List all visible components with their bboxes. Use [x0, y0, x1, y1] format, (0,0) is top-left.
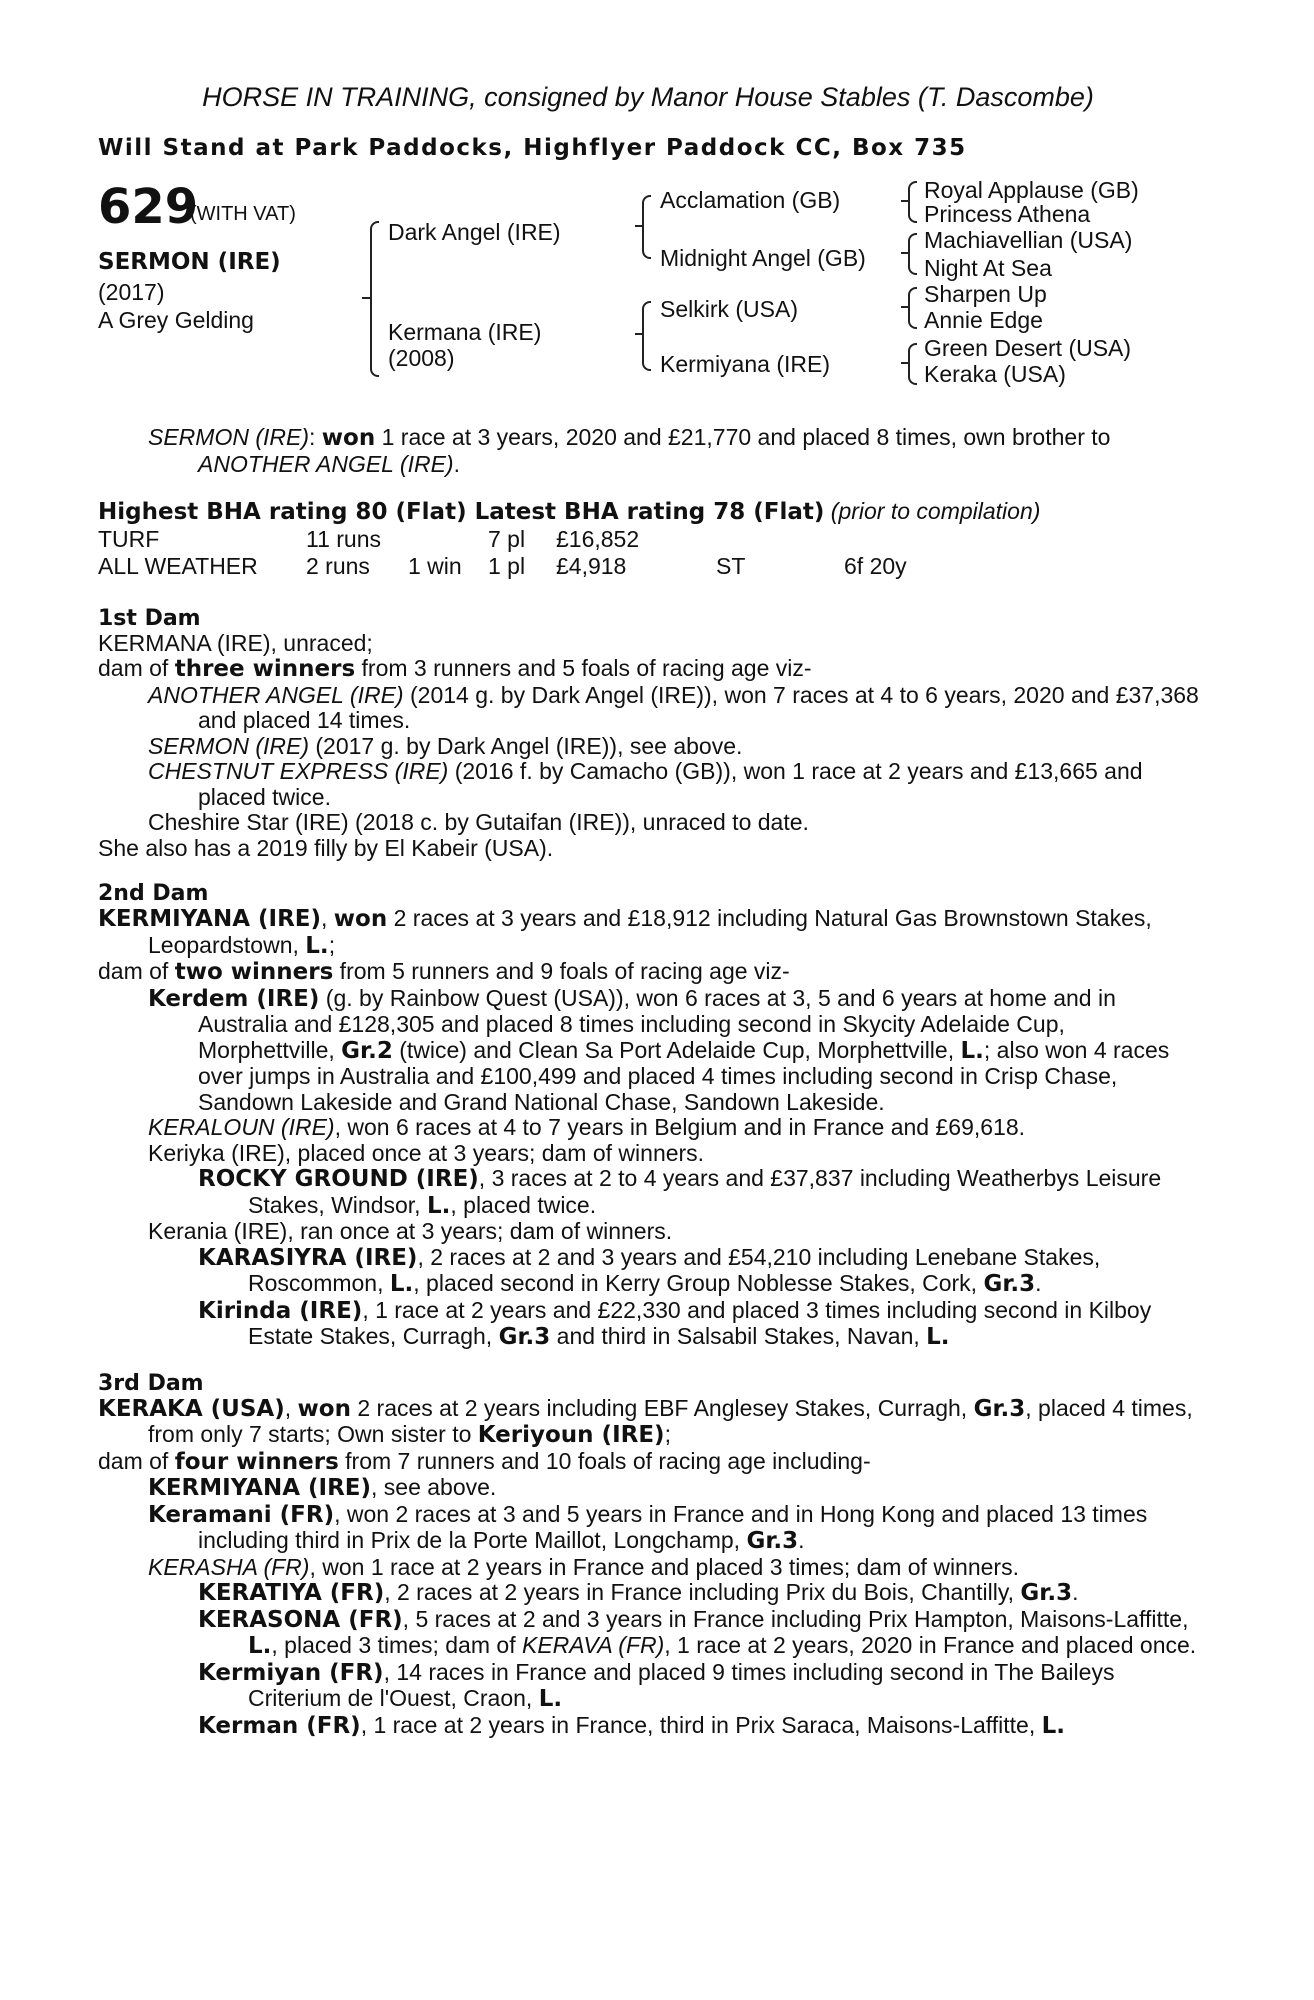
list-item: ANOTHER ANGEL (IRE) (2014 g. by Dark Angel (IRE)), won 7 races at 4 to 6 years, 2020 and £37,368 and placed 14 times.	[148, 681, 1199, 733]
rating-text: Highest BHA rating 80 (Flat) Latest BHA rating 78 (Flat)	[98, 499, 825, 525]
pedigree-brace-tick	[635, 333, 643, 335]
lot-pedigree-block	[98, 177, 1208, 413]
pedigree-brace-tick	[901, 306, 909, 308]
vat-label: (WITH VAT)	[190, 203, 296, 225]
pedigree-brace	[642, 301, 651, 371]
horse-description: A Grey Gelding	[98, 307, 254, 333]
second-dam-line: KERMIYANA (IRE), won 2 races at 3 years and £18,912 including Natural Gas Brownstown Stakes, Leopardstown, L.;	[98, 905, 1152, 959]
runs-cell: 11 runs	[306, 525, 382, 552]
horse-name: SERMON (IRE)	[98, 249, 281, 275]
list-item: Keriyka (IRE), placed once at 3 years; dam of winners.	[148, 1139, 705, 1166]
placed-cell: 7 pl	[488, 525, 526, 552]
bha-rating	[98, 499, 1208, 526]
lot-number: 629	[98, 179, 199, 235]
list-item: CHESTNUT EXPRESS (IRE) (2016 f. by Camacho (GB)), won 1 race at 2 years and £13,665 and placed twice.	[148, 758, 1143, 810]
summary-horse-name: SERMON (IRE)	[148, 424, 309, 450]
sire-sire: Acclamation (GB)	[660, 187, 841, 213]
dam: Kermana (IRE)	[388, 319, 542, 345]
list-item: ROCKY GROUND (IRE), 3 races at 2 to 4 years and £37,837 including Weatherbys Leisure Stakes, Windsor, L., placed twice.	[198, 1165, 1162, 1219]
wins-cell	[408, 526, 488, 553]
sire-dam-sire: Machiavellian (USA)	[924, 227, 1133, 253]
pedigree-brace	[908, 233, 917, 275]
earnings-cell: £4,918	[556, 552, 627, 579]
list-item: KERASHA (FR), won 1 race at 2 years in France and placed 3 times; dam of winners.	[148, 1553, 1019, 1580]
sire-dam-dam: Night At Sea	[924, 255, 1052, 281]
list-item: KERASONA (FR), 5 races at 2 and 3 years in France including Prix Hampton, Maisons-Laffitte, L., placed 3 times; dam of KERAVA (FR), 1 race at 2 years, 2020 in France and placed once.	[198, 1605, 1197, 1659]
table-row	[98, 553, 907, 580]
table-row	[98, 526, 907, 553]
dam-sire: Selkirk (USA)	[660, 296, 799, 322]
second-dam-produce-line: dam of two winners from 5 runners and 9 foals of racing age viz-	[98, 958, 790, 985]
pedigree-brace-tick	[901, 200, 909, 202]
surface-cell: TURF	[98, 525, 160, 552]
list-item: Cheshire Star (IRE) (2018 c. by Gutaifan (IRE)), unraced to date.	[148, 809, 809, 835]
list-item: KERMIYANA (IRE), see above.	[148, 1474, 497, 1501]
pedigree-brace	[642, 195, 651, 259]
list-item: Keramani (FR), won 2 races at 3 and 5 years in France and in Hong Kong and placed 13 times including third in Prix de la Porte Maillot, Longchamp, Gr.3.	[148, 1500, 1148, 1554]
first-dam-note: She also has a 2019 filly by El Kabeir (USA).	[98, 834, 554, 861]
dam-dam-dam: Keraka (USA)	[924, 361, 1066, 387]
going-cell	[716, 526, 844, 553]
list-item: Kirinda (IRE), 1 race at 2 years and £22,330 and placed 3 times including second in Kilboy Estate Stakes, Curragh, Gr.3 and third in Salsabil Stakes, Navan, L.	[198, 1296, 1152, 1350]
list-item: Kerania (IRE), ran once at 3 years; dam of winners.	[148, 1218, 673, 1244]
third-dam-produce-line: dam of four winners from 7 runners and 10 foals of racing age including-	[98, 1447, 871, 1475]
race-summary: SERMON (IRE): won 1 race at 3 years, 2020 and £21,770 and placed 8 times, own brother to ANOTHER ANGEL (IRE).	[148, 424, 1111, 477]
dam-sire-dam: Annie Edge	[924, 307, 1043, 333]
list-item: Kermiyan (FR), 14 races in France and placed 9 times including second in The Baileys Criterium de l'Ouest, Craon, L.	[198, 1658, 1115, 1712]
pedigree-brace	[908, 343, 917, 385]
distance-cell: 6f 20y	[844, 552, 907, 579]
list-item: Kerman (FR), 1 race at 2 years in France, third in Prix Saraca, Maisons-Laffitte, L.	[198, 1711, 1066, 1739]
list-item: Kerdem (IRE) (g. by Rainbow Quest (USA)), won 6 races at 3, 5 and 6 years at home and in Australia and £128,305 and placed 8 times including second in Skycity Adelaide Cup, Morphettville, Gr.2 (twice) and Clean Sa Port Adelaide Cup, Morphettville, L.; also won 4 races over jumps in Australia and £100,499 and placed 4 times including second in Crisp Chase, Sandown Lakeside and Grand National Chase, Sandown Lakeside.	[148, 984, 1170, 1115]
racing-stats-table	[98, 526, 907, 580]
brother-name: ANOTHER ANGEL (IRE)	[198, 450, 454, 477]
dam-dam-sire: Green Desert (USA)	[924, 335, 1132, 361]
consignor-header: HORSE IN TRAINING, consigned by Manor House Stables (T. Dascombe)	[202, 82, 1094, 112]
stand-location: Will Stand at Park Paddocks, Highflyer Paddock CC, Box 735	[98, 135, 967, 161]
pedigree-brace-tick	[362, 297, 370, 299]
pedigree-brace-tick	[901, 252, 909, 254]
dam-year: (2008)	[388, 345, 455, 371]
going-cell: ST	[716, 552, 746, 579]
horse-year: (2017)	[98, 279, 165, 305]
sire: Dark Angel (IRE)	[388, 219, 561, 245]
dam-sire-sire: Sharpen Up	[924, 281, 1047, 307]
pedigree-brace-tick	[635, 225, 643, 227]
first-dam-produce-line: dam of three winners from 3 runners and 5 foals of racing age viz-	[98, 655, 812, 682]
sire-sire-sire: Royal Applause (GB)	[924, 177, 1139, 203]
distance-cell	[844, 526, 907, 553]
catalogue-page	[98, 82, 1208, 1739]
rating-note: (prior to compilation)	[830, 498, 1041, 524]
first-dam-title: 1st Dam	[98, 605, 201, 631]
first-dam-line: KERMANA (IRE), unraced;	[98, 629, 373, 656]
wins-cell: 1 win	[408, 552, 462, 579]
second-dam-title: 2nd Dam	[98, 881, 209, 906]
sire-sire-dam: Princess Athena	[924, 201, 1091, 227]
list-item: KERATIYA (FR), 2 races at 2 years in France including Prix du Bois, Chantilly, Gr.3.	[198, 1579, 1079, 1606]
placed-cell: 1 pl	[488, 552, 526, 579]
earnings-cell: £16,852	[556, 525, 640, 552]
list-item: SERMON (IRE) (2017 g. by Dark Angel (IRE)), see above.	[148, 732, 743, 759]
third-dam-title: 3rd Dam	[98, 1370, 204, 1396]
pedigree-brace	[908, 287, 917, 329]
sire-dam: Midnight Angel (GB)	[660, 245, 866, 271]
won-label: won	[321, 425, 376, 451]
pedigree-brace	[370, 221, 379, 377]
surface-cell: ALL WEATHER	[98, 552, 258, 579]
third-dam-line: KERAKA (USA), won 2 races at 2 years including EBF Anglesey Stakes, Curragh, Gr.3, placed 4 times, from only 7 starts; Own sister to Keriyoun (IRE);	[98, 1394, 1193, 1448]
pedigree-brace	[908, 181, 917, 223]
dam-dam: Kermiyana (IRE)	[660, 351, 830, 377]
list-item: KARASIYRA (IRE), 2 races at 2 and 3 years and £54,210 including Lenebane Stakes, Roscommon, L., placed second in Kerry Group Noblesse Stakes, Cork, Gr.3.	[198, 1243, 1101, 1297]
runs-cell: 2 runs	[306, 552, 370, 579]
list-item: KERALOUN (IRE), won 6 races at 4 to 7 years in Belgium and in France and £69,618.	[148, 1114, 1026, 1140]
pedigree-brace-tick	[901, 362, 909, 364]
